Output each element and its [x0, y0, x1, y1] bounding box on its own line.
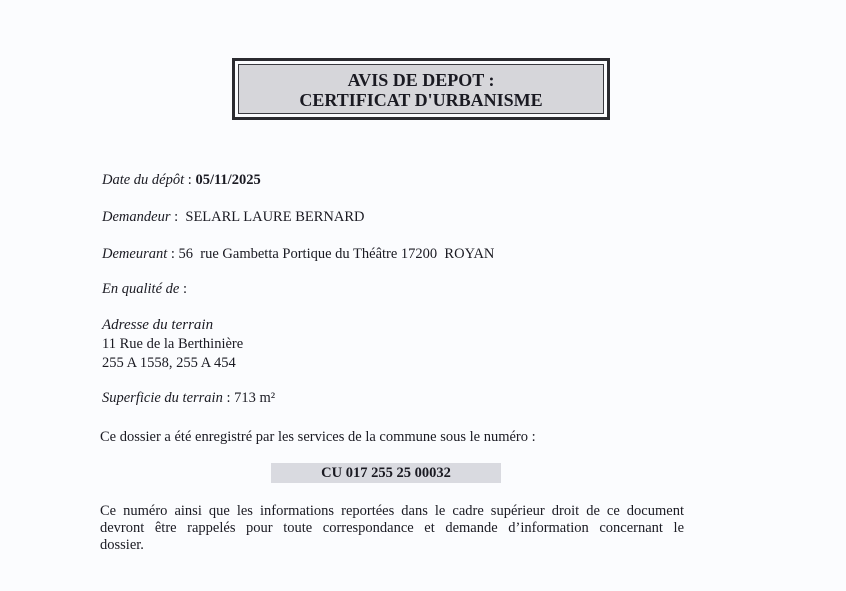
deposit-date-label: Date du dépôt [102, 172, 185, 188]
file-number-badge: CU 017 255 25 00032 [271, 463, 501, 483]
deposit-date-sep: : [184, 172, 196, 188]
land-address-label: Adresse du terrain [102, 317, 214, 333]
registration-text: Ce dossier a été enregistré par les services de la commune sous le numéro : [100, 429, 536, 445]
notice-line-3: dossier. [100, 537, 144, 553]
notice-line-2: devront être rappelés pour toute correspondance et demande d’information concernant le [100, 520, 684, 536]
land-address-street: 11 Rue de la Berthinière [102, 336, 244, 352]
title-box [232, 58, 610, 120]
land-address-label-row [102, 317, 213, 334]
capacity-label: En qualité de [102, 281, 180, 297]
applicant-label: Demandeur [102, 209, 171, 225]
deposit-date-row [102, 172, 261, 189]
residence-sep: : [167, 246, 179, 262]
title-line-2: CERTIFICAT D'URBANISME [299, 90, 543, 110]
capacity-sep: : [179, 281, 187, 297]
title-line-1: AVIS DE DEPOT : [347, 70, 495, 90]
notice-paragraph [100, 503, 684, 554]
area-row [102, 390, 275, 407]
applicant-sep: : [170, 209, 186, 225]
area-sep: : [222, 390, 235, 406]
capacity-row [102, 281, 187, 298]
residence-row [102, 246, 494, 263]
land-address-parcels: 255 A 1558, 255 A 454 [102, 355, 236, 371]
title-banner [238, 64, 604, 114]
area-value: 713 m² [234, 390, 276, 406]
residence-label: Demeurant [102, 246, 168, 262]
notice-line-1: Ce numéro ainsi que les informations reportées dans le cadre supérieur droit de ce document [100, 503, 684, 519]
deposit-date-value: 05/11/2025 [195, 172, 261, 188]
residence-value: 56 rue Gambetta Portique du Théâtre 17200 ROYAN [178, 246, 495, 262]
applicant-value: SELARL LAURE BERNARD [185, 209, 365, 225]
area-label: Superficie du terrain [102, 390, 223, 406]
applicant-row [102, 209, 364, 226]
